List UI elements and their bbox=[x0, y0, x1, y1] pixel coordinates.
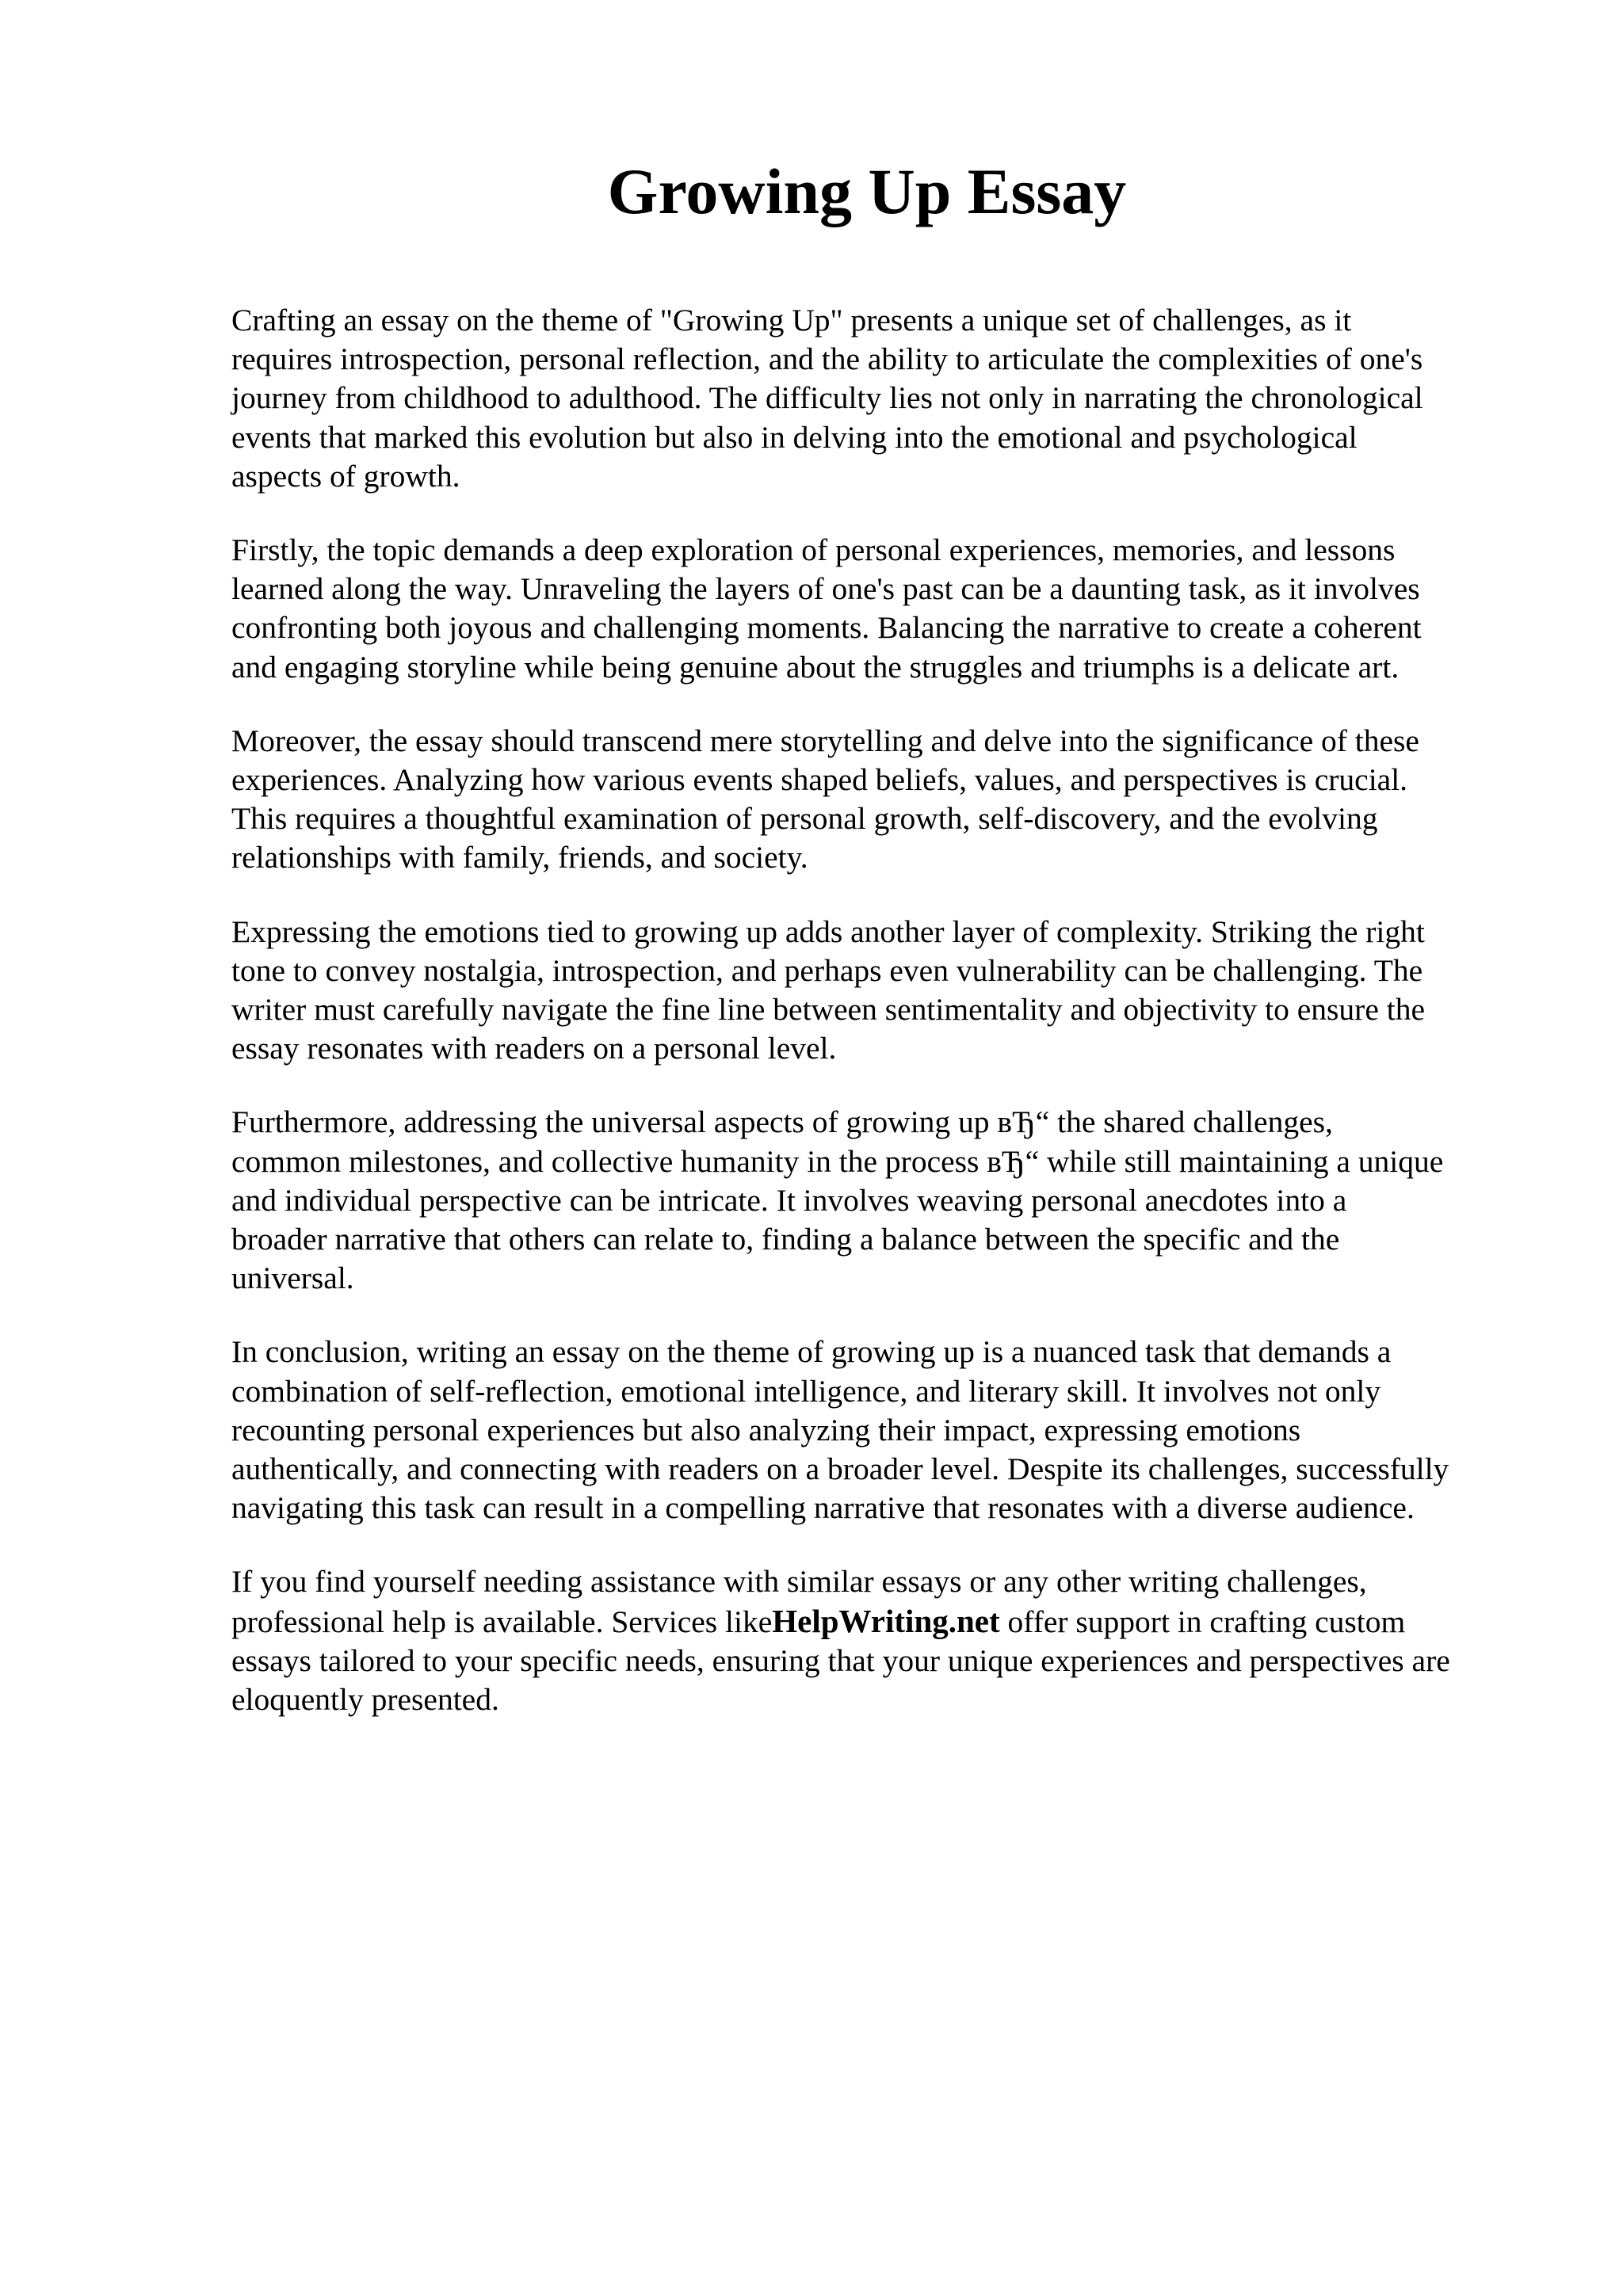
essay-body bbox=[231, 301, 1515, 1754]
text-line: essays tailored to your specific needs, ensuring that your unique experiences and perspectives are bbox=[231, 1642, 1450, 1678]
text-line: common milestones, and collective humanity in the process вЂ“ while still maintaining a unique bbox=[231, 1143, 1444, 1179]
text-line: eloquently presented. bbox=[231, 1682, 499, 1718]
text-line: Expressing the emotions tied to growing up adds another layer of complexity. Striking the right bbox=[231, 913, 1425, 949]
text-line: journey from childhood to adulthood. The difficulty lies not only in narrating the chronological bbox=[231, 380, 1423, 416]
text-line: writer must carefully navigate the fine line between sentimentality and objectivity to ensure the bbox=[231, 992, 1425, 1028]
text-line: tone to convey nostalgia, introspection, and perhaps even vulnerability can be challenging. The bbox=[231, 952, 1423, 988]
text-line: If you find yourself needing assistance with similar essays or any other writing challenges, bbox=[231, 1564, 1367, 1600]
text-segment: professional help is available. Services like bbox=[231, 1604, 773, 1639]
helpwriting-link[interactable]: HelpWriting.net bbox=[772, 1602, 1000, 1639]
text-line: and engaging storyline while being genuine about the struggles and triumphs is a delicate art. bbox=[231, 649, 1400, 685]
text-line: and individual perspective can be intricate. It involves weaving personal anecdotes into a bbox=[231, 1182, 1347, 1218]
text-line: confronting both joyous and challenging moments. Balancing the narrative to create a coherent bbox=[231, 610, 1422, 646]
text-line: Furthermore, addressing the universal aspects of growing up вЂ“ the shared challenges, bbox=[231, 1104, 1333, 1140]
paragraph-1 bbox=[231, 301, 1515, 496]
paragraph-5 bbox=[231, 1103, 1515, 1298]
text-line: recounting personal experiences but also analyzing their impact, expressing emotions bbox=[231, 1412, 1301, 1447]
text-line: relationships with family, friends, and society. bbox=[231, 840, 808, 875]
text-line: Firstly, the topic demands a deep exploration of personal experiences, memories, and lessons bbox=[231, 532, 1396, 568]
text-line: experiences. Analyzing how various events shaped beliefs, values, and perspectives is crucial. bbox=[231, 762, 1408, 798]
text-line: events that marked this evolution but also in delving into the emotional and psychological bbox=[231, 419, 1358, 455]
page-title: Growing Up Essay bbox=[607, 155, 1127, 227]
text-line: navigating this task can result in a compelling narrative that resonates with a diverse audience. bbox=[231, 1490, 1415, 1526]
text-line: broader narrative that others can relate to, finding a balance between the specific and the bbox=[231, 1222, 1340, 1257]
text-line: In conclusion, writing an essay on the theme of growing up is a nuanced task that demands a bbox=[231, 1334, 1392, 1370]
paragraph-2 bbox=[231, 531, 1515, 687]
text-line: This requires a thoughtful examination of personal growth, self-discovery, and the evolving bbox=[231, 801, 1378, 837]
text-line: Crafting an essay on the theme of "Growing Up" presents a unique set of challenges, as it bbox=[231, 303, 1352, 338]
text-line: learned along the way. Unraveling the layers of one's past can be a daunting task, as it involves bbox=[231, 571, 1420, 607]
text-line: essay resonates with readers on a personal level. bbox=[231, 1031, 837, 1066]
text-line: requires introspection, personal reflection, and the ability to articulate the complexities of one's bbox=[231, 341, 1423, 377]
text-line: authentically, and connecting with readers on a broader level. Despite its challenges, successfully bbox=[231, 1451, 1449, 1487]
paragraph-3 bbox=[231, 722, 1515, 878]
text-line: combination of self-reflection, emotional intelligence, and literary skill. It involves not only bbox=[231, 1373, 1381, 1409]
text-line: Moreover, the essay should transcend mere storytelling and delve into the significance of these bbox=[231, 723, 1419, 758]
text-segment: offer support in crafting custom bbox=[999, 1604, 1406, 1639]
text-line: universal. bbox=[231, 1261, 354, 1296]
paragraph-4 bbox=[231, 913, 1515, 1069]
text-line: aspects of growth. bbox=[231, 458, 460, 494]
paragraph-7 bbox=[231, 1562, 1515, 1719]
text-line bbox=[231, 1602, 1515, 1642]
paragraph-6 bbox=[231, 1333, 1515, 1527]
